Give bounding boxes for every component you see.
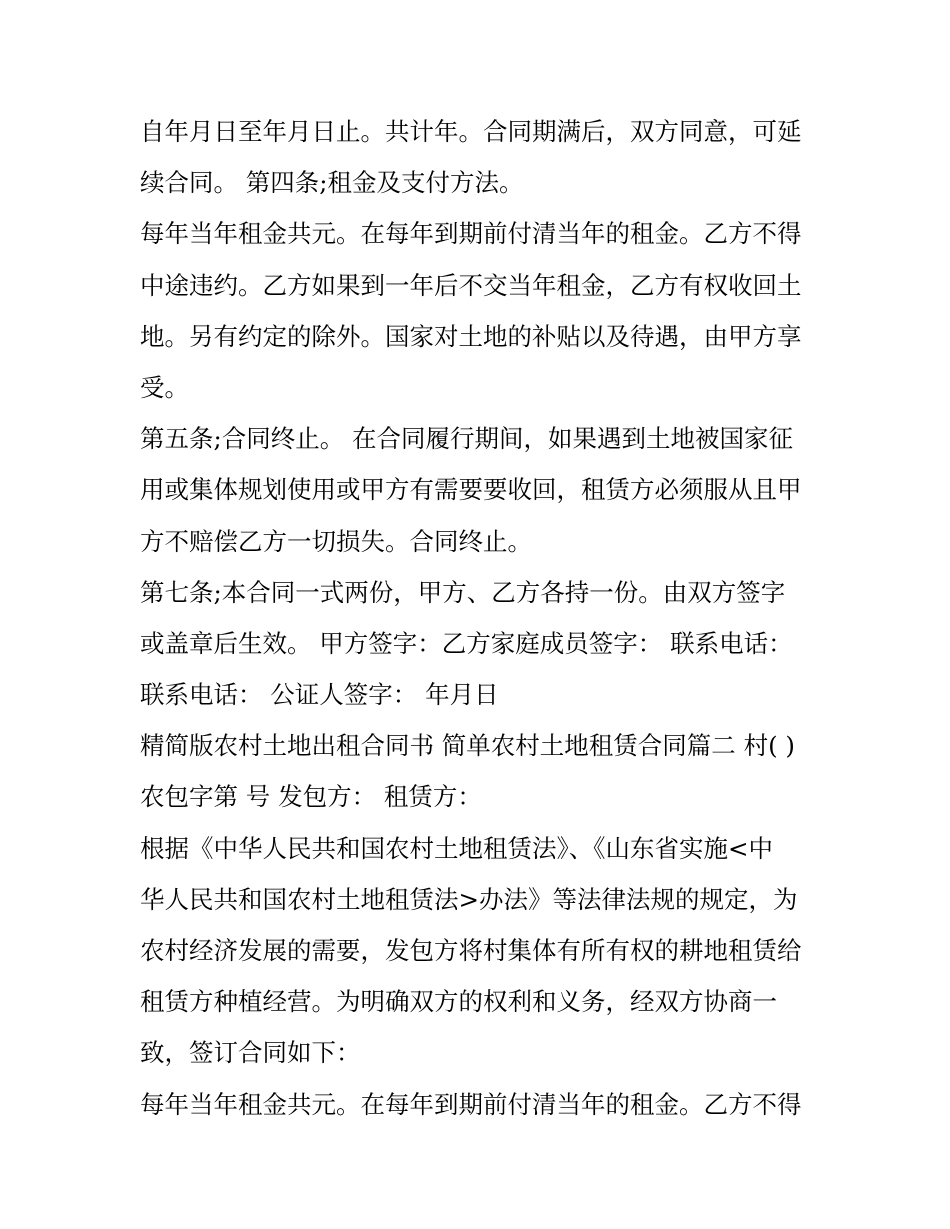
- text-line: 农村经济发展的需要，发包方将村集体有所有权的耕地租赁给: [140, 936, 802, 965]
- text-line: 自年月日至年月日止。共计年。合同期满后，双方同意，可延: [140, 117, 802, 146]
- text-line: 每年当年租金共元。在每年到期前付清当年的租金。乙方不得: [140, 1089, 802, 1119]
- text-line: 根据《中华人民共和国农村土地租赁法》、《山东省实施<中: [140, 833, 774, 863]
- text-line: 精简版农村土地出租合同书 简单农村土地租赁合同篇二 村( ): [140, 731, 795, 761]
- text-line: 每年当年租金共元。在每年到期前付清当年的租金。乙方不得: [140, 219, 802, 249]
- document-body: [140, 106, 820, 1130]
- text-line: 中途违约。乙方如果到一年后不交当年租金，乙方有权收回土: [140, 270, 802, 300]
- text-line: 租赁方种植经营。为明确双方的权利和义务，经双方协商一: [140, 987, 777, 1017]
- text-line: 或盖章后生效。 甲方签字：乙方家庭成员签字： 联系电话：: [140, 628, 793, 658]
- text-line: 方不赔偿乙方一切损失。合同终止。: [140, 526, 532, 556]
- text-line: 致，签订合同如下：: [140, 1038, 361, 1068]
- text-line: 用或集体规划使用或甲方有需要要收回，租赁方必须服从且甲: [140, 475, 802, 505]
- text-line: 第五条;合同终止。 在合同履行期间，如果遇到土地被国家征: [140, 424, 794, 454]
- text-line: 农包字第 号 发包方： 租赁方：: [140, 782, 482, 812]
- text-line: 第七条;本合同一式两份，甲方、乙方各持一份。由双方签字: [140, 577, 786, 607]
- text-line: 受。: [140, 372, 189, 402]
- text-line: 华人民共和国农村土地租赁法>办法》等法律法规的规定，为: [140, 884, 798, 914]
- text-line: 联系电话： 公证人签字： 年月日: [140, 680, 499, 710]
- text-line: 地。另有约定的除外。国家对土地的补贴以及待遇，由甲方享: [140, 321, 802, 351]
- text-line: 续合同。 第四条;租金及支付方法。: [140, 168, 524, 198]
